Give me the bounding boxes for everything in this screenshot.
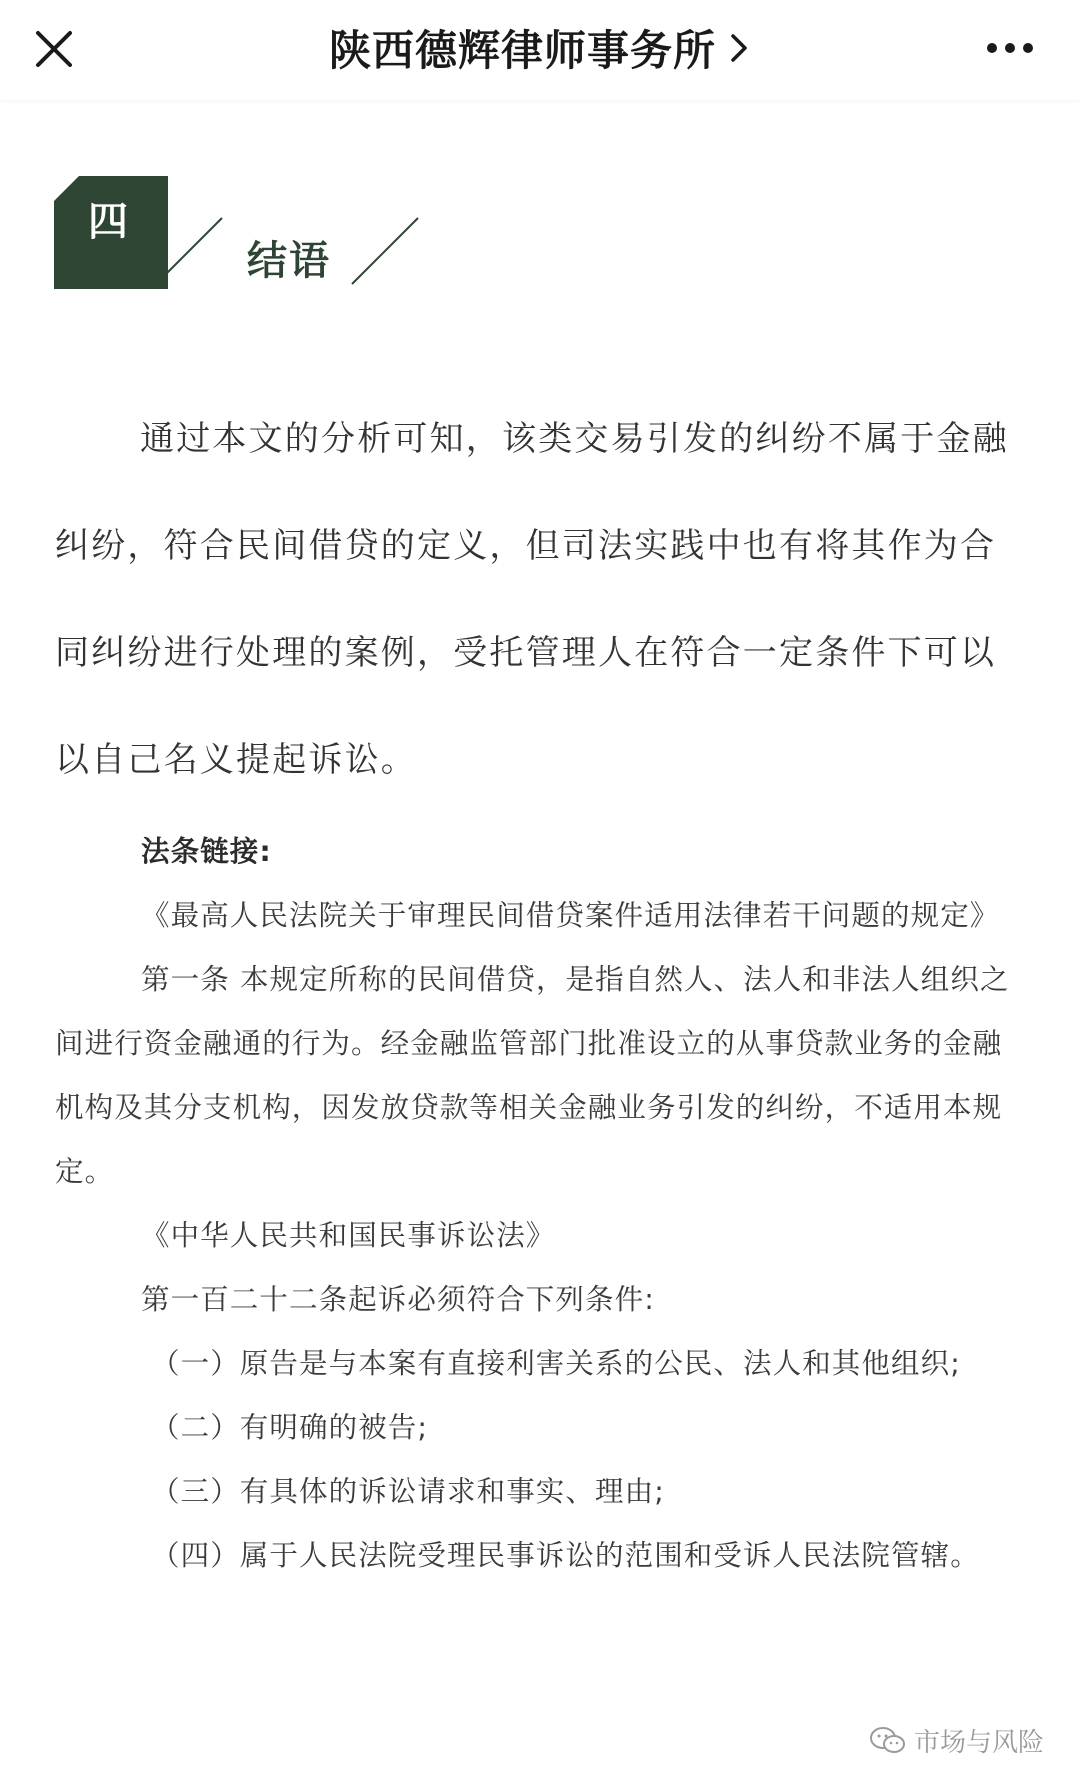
law-title: 《中华人民共和国民事诉讼法》 xyxy=(141,1219,556,1252)
decorative-slash-left xyxy=(154,216,224,286)
top-nav-bar xyxy=(0,0,1080,100)
law-links-section xyxy=(55,820,1025,1588)
law-article: 第一百二十二条起诉必须符合下列条件: xyxy=(141,1283,655,1316)
chevron-right-icon xyxy=(729,31,751,65)
law-title: 《最高人民法院关于审理民间借贷案件适用法律若干问题的规定》 xyxy=(141,899,1000,932)
watermark-text: 市场与风险 xyxy=(913,1728,1044,1758)
law-clause: （二）有明确的被告; xyxy=(151,1411,429,1444)
law-clause: （一）原告是与本案有直接利害关系的公民、法人和其他组织; xyxy=(151,1347,961,1380)
source-watermark xyxy=(868,1722,1044,1759)
section-title: 结语 xyxy=(247,238,331,284)
law-links-heading: 法条链接: xyxy=(141,835,272,868)
account-title-button[interactable] xyxy=(0,18,1080,78)
wechat-icon xyxy=(868,1725,908,1757)
law-article: 第一条 本规定所称的民间借贷，是指自然人、法人和非法人组织之间进行资金融通的行为。经金融监管部门批准设立的从事贷款业务的金融机构及其分支机构，因发放贷款等相关金融业务引发的纠纷，不适用本规定。 xyxy=(55,963,1010,1188)
decorative-slash-right xyxy=(350,216,420,286)
account-title: 陕西德辉律师事务所 xyxy=(328,26,716,75)
conclusion-paragraph: 通过本文的分析可知，该类交易引发的纠纷不属于金融纠纷，符合民间借贷的定义，但司法实践中也有将其作为合同纠纷进行处理的案例，受托管理人在符合一定条件下可以以自己名义提起诉讼。 xyxy=(55,419,1009,780)
law-clause: （三）有具体的诉讼请求和事实、理由; xyxy=(151,1475,665,1508)
law-clause: （四）属于人民法院受理民事诉讼的范围和受诉人民法院管辖。 xyxy=(151,1539,980,1572)
section-header xyxy=(54,176,454,296)
more-dots-icon[interactable] xyxy=(970,28,1050,68)
section-number: 四 xyxy=(88,198,128,245)
